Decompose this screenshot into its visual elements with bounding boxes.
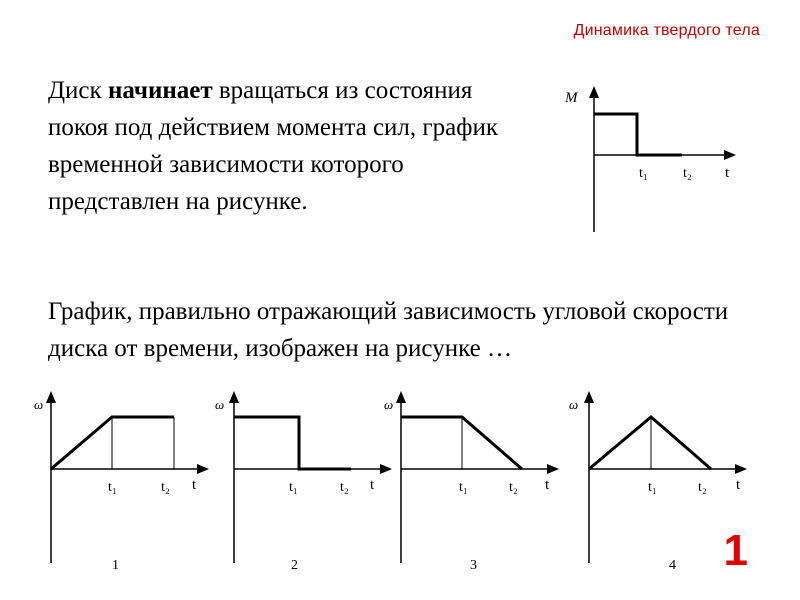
option-2-y-label: ω: [215, 397, 225, 412]
option-3-x-label: t: [545, 477, 550, 493]
torque-x-label: t: [725, 165, 730, 181]
option-3-y-arrow: [396, 391, 406, 403]
problem-text-end: вращаться из состояния покоя под действием момента сил, график временной зависимости которого представлен на рисунке.: [48, 77, 498, 215]
torque-curve: [594, 114, 682, 155]
problem-statement: [48, 72, 528, 220]
option-1-x-arrow: [197, 464, 209, 474]
option-3-t2-label: t₂: [509, 480, 518, 495]
option-4-t2-label: t₂: [698, 480, 707, 495]
option-4-y-label: ω: [569, 397, 579, 412]
option-4-x-arrow: [735, 464, 747, 474]
problem-emphasis: начинает: [107, 77, 213, 104]
option-1-y-arrow: [46, 391, 56, 403]
question-text: График, правильно отражающий зависимость угловой скорости диска от времени, изображен на рисунке …: [48, 298, 729, 362]
torque-t2-label: t₂: [683, 166, 692, 181]
problem-text-start: Диск: [48, 77, 108, 104]
option-3-t1-label: t₁: [459, 480, 468, 495]
option-2-x-label: t: [370, 477, 375, 493]
torque-x-arrow: [724, 150, 736, 160]
option-1-t1-label: t₁: [108, 480, 117, 495]
answer-number: 1: [723, 526, 748, 575]
torque-y-label: M: [565, 90, 578, 106]
option-4-number: 4: [669, 558, 676, 573]
option-4-x-label: t: [736, 477, 741, 493]
option-2-t1-label: t₁: [289, 480, 298, 495]
option-4-y-arrow: [584, 391, 594, 403]
option-1-y-label: ω: [34, 397, 44, 412]
option-1-t2-label: t₂: [161, 480, 170, 495]
option-3-x-arrow: [547, 464, 559, 474]
option-3-y-label: ω: [384, 397, 394, 412]
torque-t1-label: t₁: [639, 166, 648, 181]
option-graph-2[interactable]: [213, 385, 403, 580]
option-1-number: 1: [112, 558, 119, 573]
option-1-x-label: t: [192, 477, 197, 493]
option-3-number: 3: [470, 558, 477, 573]
option-2-number: 2: [291, 558, 298, 573]
option-graph-1[interactable]: [30, 385, 220, 580]
torque-graph: [555, 80, 745, 240]
torque-y-arrow: [589, 86, 599, 98]
option-2-y-arrow: [229, 391, 239, 403]
option-2-t2-label: t₂: [340, 480, 349, 495]
option-graph-3[interactable]: [380, 385, 570, 580]
option-4-t1-label: t₁: [648, 480, 657, 495]
option-2-curve: [234, 417, 351, 469]
option-4-curve: [589, 417, 711, 469]
slide-title: Динамика твердого тела: [573, 22, 760, 39]
